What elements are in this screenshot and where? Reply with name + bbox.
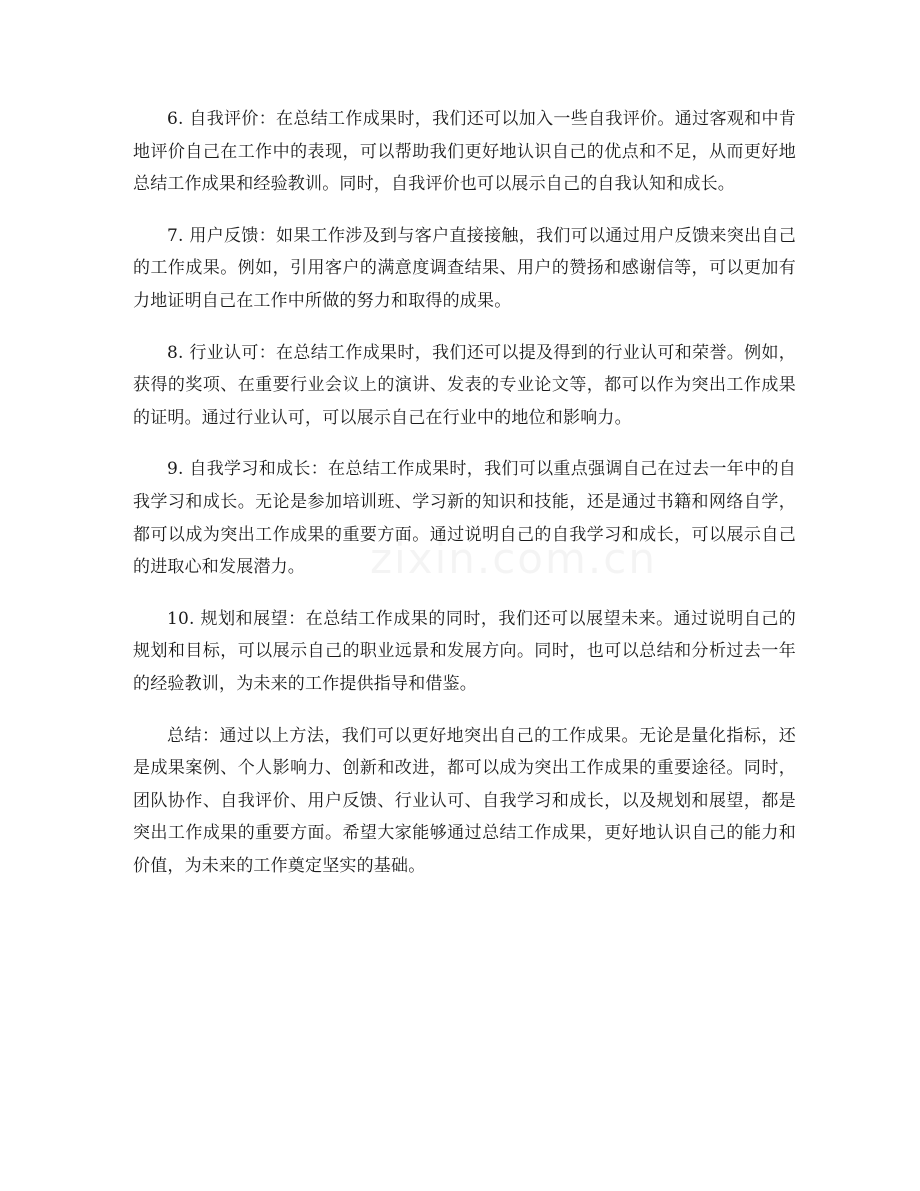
paragraph-planning-outlook: 10. 规划和展望：在总结工作成果的同时，我们还可以展望未来。通过说明自己的规划和目标，可以展示自己的职业远景和发展方向。同时，也可以总结和分析过去一年的经验教训，为未来的工作提供指导和借鉴。	[133, 608, 796, 694]
watermark	[370, 534, 657, 583]
paragraph-self-learning: 9. 自我学习和成长：在总结工作成果时，我们可以重点强调自己在过去一年中的自我学习和成长。无论是参加培训班、学习新的知识和技能，还是通过书籍和网络自学，都可以成为突出工作成果的重要方面。通过说明自己的自我学习和成长，可以展示自己的进取心和发展潜力。	[133, 459, 796, 578]
paragraph-industry-recognition: 8. 行业认可：在总结工作成果时，我们还可以提及得到的行业认可和荣誉。例如，获得的奖项、在重要行业会议上的演讲、发表的专业论文等，都可以作为突出工作成果的证明。通过行业认可，可以展示自己在行业中的地位和影响力。	[133, 342, 796, 428]
document-body	[133, 103, 796, 901]
paragraph-user-feedback: 7. 用户反馈：如果工作涉及到与客户直接接触，我们可以通过用户反馈来突出自己的工作成果。例如，引用客户的满意度调查结果、用户的赞扬和感谢信等，可以更加有力地证明自己在工作中所做的努力和取得的成果。	[133, 225, 796, 311]
paragraph-summary: 总结：通过以上方法，我们可以更好地突出自己的工作成果。无论是量化指标，还是成果案例、个人影响力、创新和改进，都可以成为突出工作成果的重要途径。同时，团队协作、自我评价、用户反馈、行业认可、自我学习和成长，以及规划和展望，都是突出工作成果的重要方面。希望大家能够通过总结工作成果，更好地认识自己的能力和价值，为未来的工作奠定坚实的基础。	[133, 725, 796, 876]
paragraph-self-evaluation: 6. 自我评价：在总结工作成果时，我们还可以加入一些自我评价。通过客观和中肯地评价自己在工作中的表现，可以帮助我们更好地认识自己的优点和不足，从而更好地总结工作成果和经验教训。同时，自我评价也可以展示自己的自我认知和成长。	[133, 109, 796, 195]
